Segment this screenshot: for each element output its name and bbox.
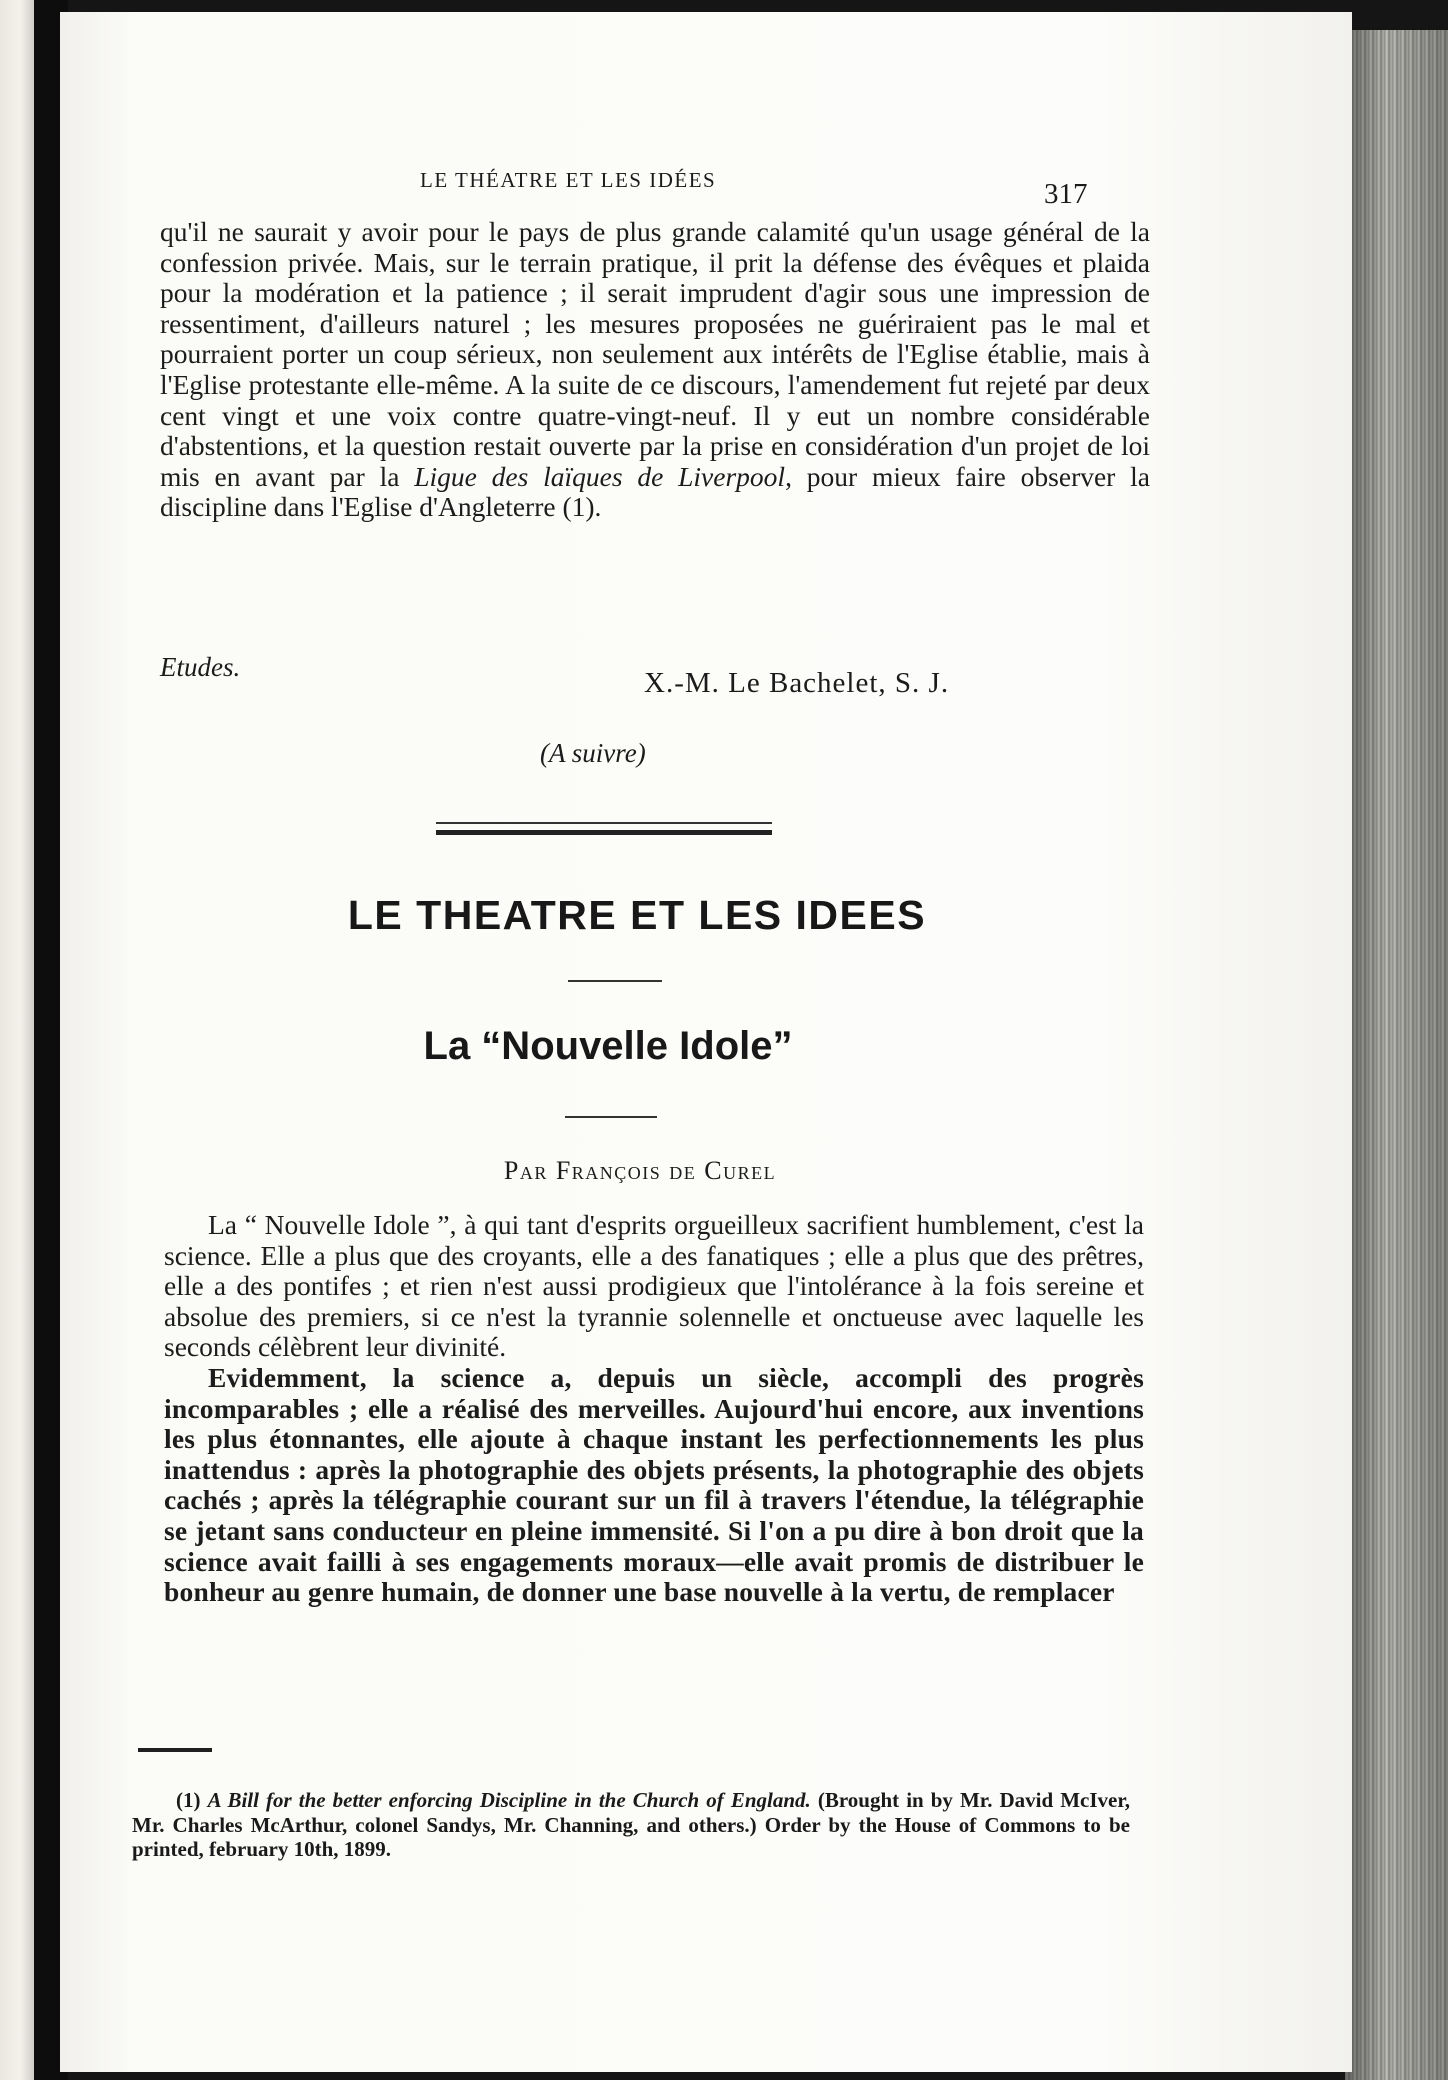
previous-article-text (160, 217, 1150, 523)
title-rule (568, 980, 662, 982)
signature-author: X.-M. Le Bachelet, S. J. (644, 667, 950, 699)
paragraph-text-end: , pour mieux faire observer la discipline dans l'Eglise d'Angleterre (1). (160, 460, 1150, 523)
footnote-text: (Brought in by Mr. David McIver, Mr. Charles McArthur, colonel Sandys, Mr. Channing, and others.) Order by the House of Commons to be printed, february 10th, 1899. (132, 1788, 1131, 1861)
article-body (164, 1210, 1144, 1608)
book-page (60, 12, 1352, 2072)
page-number: 317 (1044, 178, 1088, 210)
article-paragraph: La “ Nouvelle Idole ”, à qui tant d'esprits orgueilleux sacrifient humblement, c'est la science. Elle a plus que des croyants, elle a des fanatiques ; elle a plus que des prêtres, elle a des pontifes ; et rien n'est aussi prodigieux que l'intolérance à la fois sereine et absolue des premiers, si ce n'est la tyrannie solennelle et onctueuse avec laquelle les seconds célèbrent leur divinité. (164, 1209, 1144, 1363)
footnote-number: (1) (176, 1788, 201, 1812)
subtitle-rule (565, 1116, 657, 1118)
to-be-continued: (A suivre) (540, 738, 646, 768)
footnote-rule (138, 1748, 212, 1752)
footnote (132, 1788, 1130, 1862)
footnote-title: A Bill for the better enforcing Discipline in the Church of England. (207, 1788, 811, 1812)
page-block-shadow (1345, 30, 1448, 2080)
article-paragraph: Evidemment, la science a, depuis un siècle, accompli des progrès incomparables ; elle a réalisé des merveilles. Aujourd'hui encore, aux inventions les plus étonnantes, elle ajoute à chaque instant les perfectionnements les plus inattendus : après la photographie des objets présents, la photographie des objets cachés ; après la télégraphie courant sur un fil à travers l'étendue, la télégraphie se jetant sans conducteur en pleine immensité. Si l'on a pu dire à bon droit que la science avait failli à ses engagements moraux—elle avait promis de distribuer le bonheur au genre humain, de donner une base nouvelle à la vertu, de remplacer (164, 1361, 1144, 1608)
paragraph-italic-text: Ligue des laïques de Liverpool (414, 460, 786, 492)
previous-article-paragraph (160, 217, 1150, 523)
running-head: LE THÉATRE ET LES IDÉES (420, 168, 717, 192)
article-title: LE THEATRE ET LES IDEES (347, 892, 927, 938)
paragraph-text: qu'il ne saurait y avoir pour le pays de plus grande calamité qu'un usage général de la confession privée. Mais, sur le terrain pratique, il prit la défense des évêques et plaida pour la modération et la patience ; il serait imprudent d'agir sous une impression de ressentiment, d'ailleurs naturel ; les mesures proposées ne guériraient pas le mal et pourraient porter un coup sérieux, non seulement aux intérêts de l'Eglise établie, mais à l'Eglise protestante elle-même. A la suite de ce discours, l'amendement fut rejeté par deux cent vingt et une voix contre quatre-vingt-neuf. Il y eut un nombre considérable d'abstentions, et la question restait ouverte par la prise en considération d'un projet de loi mis en avant par la (160, 216, 1150, 492)
article-byline: Par François de Curel (503, 1156, 777, 1185)
section-divider (436, 822, 772, 836)
signature-source: Etudes. (160, 652, 241, 682)
divider-thin-line (436, 822, 772, 824)
divider-thick-line (436, 830, 772, 835)
article-subtitle: La “Nouvelle Idole” (423, 1024, 793, 1068)
left-page-edge (0, 0, 34, 2080)
